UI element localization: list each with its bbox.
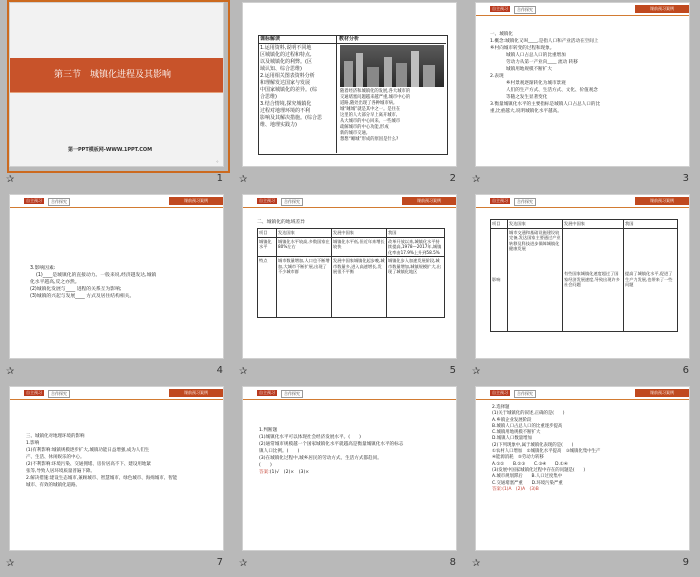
slide-canvas [242, 2, 457, 167]
slide-canvas [475, 386, 690, 551]
table-cell: 城镇化水平低,但近年来增长较快 [332, 237, 387, 257]
text-line: (2)下列现象中,属于城镇化表现的是( ) [492, 442, 574, 448]
text-line: 人们的生产方式、生活方式、文化、价值观念 [506, 88, 598, 93]
text-line: 3.衡量城镇化水平的主要指标是城镇人口占总人口的比 [490, 102, 601, 107]
text-line: (2)通常城市规模越一个国家城镇化水平就越高是衡量城镇化水平的标志 [259, 442, 404, 447]
table-cell: 城镇化水平 [258, 237, 277, 257]
header-rule [243, 399, 456, 400]
watermark-text: 第一PPT模板网-WWW.1PPT.COM [68, 147, 153, 153]
col2-text [340, 89, 410, 143]
header-rule [476, 207, 689, 208]
tab-cooperative: 合作探究 [281, 390, 303, 398]
text-line: 这里的人大部分早上离开城市, [340, 113, 398, 118]
text-line: 重,比重越大,说明城镇化水平越高。 [490, 109, 562, 114]
text-line: 镇人口比例。( ) [259, 449, 300, 454]
tab-self-study: 自主预习 [492, 6, 508, 11]
table-cell: 城镇化水平较高,多数国家在80%左右 [277, 237, 332, 257]
corner-mark: ✧ [215, 159, 219, 164]
slide-body [490, 31, 600, 115]
text-line: 过程对地理环境的不利 [260, 108, 311, 114]
text-line: 随着经济和城镇化的发展,各大城市的 [340, 89, 411, 94]
slide-body [259, 427, 403, 476]
slide-body [26, 433, 177, 489]
table-header-row [258, 229, 445, 238]
col1-header: 课标解读 [260, 36, 281, 42]
answer-label: 答案: [492, 486, 503, 492]
text-line: 1.概念:城镇化又叫____,是指人口和产业活动在空间上 [490, 39, 599, 44]
table-cell: 城市数量增加,人口也不断增加,大城市不断扩展,出现了不少城市群 [277, 257, 332, 318]
text-line: C.交通堵塞严重 D.环境污染严重 [492, 480, 563, 486]
slide-transition-icon[interactable]: ✰ [472, 174, 481, 185]
slide-number: 2 [449, 173, 456, 184]
tab-cooperative: 合作探究 [48, 198, 70, 206]
slide-title: 第三节 城镇化进程及其影响 [54, 70, 172, 80]
slide-canvas [9, 2, 224, 167]
text-line: 中国家城镇化的差异。(综 [260, 87, 317, 93]
text-line: 和理解发达国家与发展 [260, 80, 311, 86]
col2-header: 教材分析 [339, 36, 360, 42]
text-line: 劳动力从第一产业向____ 流动 转移 [506, 60, 578, 65]
text-line: 等随之发生显著变化 [506, 95, 548, 100]
text-line: C.城镇用地规模不断扩大 [492, 430, 541, 436]
text-line: (1)城镇化水平可以体现社会经济发展水平。( ) [259, 435, 361, 440]
slide-thumbnail-4[interactable] [0, 192, 233, 384]
slide-transition-icon[interactable]: ✰ [239, 366, 248, 377]
slide-number: 8 [449, 557, 456, 568]
slide-thumbnail-6[interactable] [466, 192, 699, 384]
text-line: 化水平越高,反之亦然。 [30, 280, 80, 285]
slide-thumbnail-3[interactable] [466, 0, 699, 192]
table-header-cell: 发展中国家 [563, 220, 624, 229]
table-header-row [491, 220, 678, 229]
tab-cooperative: 合作探究 [514, 198, 536, 206]
text-line: (1)____是城镇化的直接动力。一般来说,经济越发达,城镇 [36, 273, 157, 278]
table-header-cell: 我国 [387, 229, 445, 238]
text-line: D.城镇人口数量增加 [492, 436, 532, 442]
tab-cooperative: 合作探究 [281, 198, 303, 206]
text-line: 一、城镇化 [490, 32, 513, 37]
table-cell: 特点 [258, 257, 277, 318]
table-row [491, 228, 678, 331]
text-line: (1)有利影响:城镇规模逐步扩大,城镇功能日益增强,成为人们生 [26, 448, 150, 453]
title-underline [10, 92, 223, 93]
answer-text: (1)√ (2)× (3)× [269, 470, 310, 475]
slide-transition-icon[interactable]: ✰ [239, 174, 248, 185]
table-cell: 城市交通和基础设施建设较完备,发达国家主要通过产业转移及科技进步保障城镇化健康发展 [508, 228, 563, 331]
slide-canvas [475, 194, 690, 359]
col1-text [260, 45, 322, 129]
table-cell: 有些国家城镇化速度超过了国家经济发展速度,导致出现许多社会问题 [563, 228, 624, 331]
section-banner: 课前预习案例 [635, 197, 689, 205]
slide-canvas [242, 194, 457, 359]
table-row [258, 257, 445, 318]
answer-line [492, 487, 600, 493]
table-cell: 影响 [491, 228, 508, 331]
text-line: 乡村景观逐渐转化为城市景观 [506, 81, 566, 86]
text-line: 乡村向城市转变的过程和现象。 [490, 46, 555, 51]
slide-body [492, 405, 600, 493]
slide-number: 6 [682, 365, 689, 376]
slide-thumbnail-9[interactable] [466, 384, 699, 576]
text-line: (3)发展中国家城镇化过程中存在的问题是( ) [492, 467, 586, 473]
text-line: A.①② B.②③ C.③④ D.①④ [492, 461, 568, 467]
text-line: 2.选择题 [492, 405, 510, 410]
text-line: 交通堵塞问题越来越严重,城市中心的 [340, 95, 411, 100]
slide-body [30, 265, 157, 300]
text-line: ①农村人口增加 ②城镇化水平提高 ③城镇化集中生产 [492, 449, 601, 455]
slide-transition-icon[interactable]: ✰ [6, 366, 15, 377]
header-rule [10, 207, 223, 208]
tab-cooperative: 合作探究 [514, 390, 536, 398]
text-line: 域认知、综合思维) [260, 66, 302, 72]
text-line: 三、城镇化对地理环境的影响 [26, 434, 85, 439]
slide-canvas [475, 2, 690, 167]
text-line: 2.解决措施:建设生态城市,兼顾城市、智慧城市、绿色城市、海绵城市、智能 [26, 476, 178, 481]
slide-number: 7 [216, 557, 223, 568]
table-header-cell: 我国 [624, 220, 678, 229]
text-line: 影响及其解决措施。(综合思 [260, 115, 322, 121]
table-header-cell: 项目 [491, 220, 508, 229]
text-line: (3)在城镇化过程中,城乡居民的劳动方式、生活方式都趋同。 [259, 456, 382, 461]
slide-number: 5 [449, 365, 456, 376]
slide-canvas [9, 194, 224, 359]
section-heading: 二、城镇化的地域差异 [257, 220, 305, 225]
tab-self-study: 自主预习 [259, 390, 275, 395]
header-rule [476, 399, 689, 400]
tab-cooperative: 合作探究 [514, 6, 536, 14]
text-line: 新的城市交通。 [340, 131, 371, 136]
answer-line [259, 469, 403, 476]
text-line: 从大城市的中心回来。一些城市 [340, 119, 401, 124]
tab-cooperative: 合作探究 [48, 390, 70, 398]
slide-transition-icon[interactable]: ✰ [6, 558, 15, 569]
slide-thumbnail-7[interactable] [0, 384, 233, 576]
table-header-cell: 发达国家 [508, 220, 563, 229]
table-header-cell: 发展中国家 [332, 229, 387, 238]
header-rule [10, 399, 223, 400]
text-line: 1.影响 [26, 441, 40, 446]
section-banner: 课前预习案例 [169, 197, 223, 205]
text-line: 张等,导致人居环境质量普遍下降。 [26, 469, 95, 474]
section-banner: 课前预习案例 [169, 389, 223, 397]
slide-number: 1 [216, 173, 223, 184]
text-line: 维、地理实践力) [260, 122, 297, 128]
text-line: ④能源消耗 ⑤劳动力转移 [492, 455, 544, 461]
tab-self-study: 自主预习 [259, 198, 275, 203]
slide-thumbnail-8[interactable] [233, 384, 466, 576]
table-header-cell: 项目 [258, 229, 277, 238]
text-line: 产、生活、休闲娱乐的中心。 [26, 455, 85, 460]
answer-label: 答案: [259, 470, 270, 475]
slide-transition-icon[interactable]: ✰ [6, 174, 15, 185]
text-line: 城“睡城”就是其中之一。是住在 [340, 107, 401, 112]
text-line: (2)城镇化发展与____ 进程的关系互为影响; [30, 287, 122, 292]
header-rule [243, 207, 456, 208]
slide-thumbnail-5[interactable] [233, 192, 466, 384]
text-line: (1)关于城镇化的叙述,正确的是( ) [492, 411, 565, 417]
tab-self-study: 自主预习 [26, 198, 42, 203]
city-photo [340, 45, 444, 87]
table-cell: 改革开放以来,城镇化水平持续提高,1978—2017年,城镇化率由17.9%上升到58.5% [387, 237, 445, 257]
slide-thumbnail-1[interactable] [0, 0, 233, 192]
text-line: 2.运用相关图表资料分析 [260, 73, 315, 79]
text-line: A.城市规划滞后 B.人口过度集中 [492, 474, 563, 480]
text-line: 1.判断题 [259, 428, 278, 433]
slide-thumbnail-2[interactable] [233, 0, 466, 192]
header-rule [476, 15, 689, 16]
slide-number: 3 [682, 173, 689, 184]
text-line: 合思维) [260, 94, 277, 100]
text-line: 区城镇化的过程和特点, [260, 52, 312, 58]
comparison-table [490, 219, 678, 332]
text-line: 想想“睡城”形成的原因是什么? [340, 137, 399, 142]
table-cell: 城镇化步入加速发展阶段,城市数量增加,城镇规模扩大,出现了城镇化地区 [387, 257, 445, 318]
text-line: (2)不利影响:环境污染、交通拥堵、房价居高不下、建设用地紧 [26, 462, 151, 467]
tab-self-study: 自主预习 [492, 198, 508, 203]
header-divider [258, 43, 446, 44]
text-line: (3)城镇的兴起与发展____ 方式及居住结构相关。 [30, 294, 135, 299]
slide-number: 4 [216, 365, 223, 376]
table-header-cell: 发达国家 [277, 229, 332, 238]
column-divider [336, 35, 337, 153]
slide-transition-icon[interactable]: ✰ [472, 558, 481, 569]
section-banner: 课前预习案例 [635, 5, 689, 13]
text-line: B.城镇人口占总人口的比重逐步提高 [492, 423, 563, 429]
table-cell: 发展中国家城镇化起步晚,城市数量多,进入高速增长,发展很不平衡 [332, 257, 387, 318]
text-line: ( ) [259, 463, 272, 468]
table-cell: 提高了城镇化水平,促进了生产力发展,也带来了一些问题 [624, 228, 678, 331]
slide-transition-icon[interactable]: ✰ [239, 558, 248, 569]
slide-transition-icon[interactable]: ✰ [472, 366, 481, 377]
text-line: 以及城镇化的利弊。(区 [260, 59, 312, 65]
text-line: 3.影响因素: [30, 266, 56, 271]
section-banner: 课前预习案例 [402, 197, 456, 205]
text-line: 1.运用资料,说明不同地 [260, 45, 312, 51]
text-line: 疏解城市的中心功能,形成 [340, 125, 389, 130]
text-line: 3.结合情境,探究城镇化 [260, 101, 312, 107]
slide-canvas [242, 386, 457, 551]
slide-canvas [9, 386, 224, 551]
tab-self-study: 自主预习 [26, 390, 42, 395]
slide-number: 9 [682, 557, 689, 568]
text-line: A.乡镇企业发展阶段 [492, 417, 532, 423]
text-line: 城市、有效的城镇化道路。 [26, 483, 80, 488]
comparison-table [257, 228, 445, 318]
text-line: 城镇用地规模不断扩大 [506, 67, 552, 72]
text-line: 2.表现 [490, 74, 504, 79]
answer-text: (1)A (2)A (3)B [502, 486, 539, 492]
tab-self-study: 自主预习 [492, 390, 508, 395]
table-row [258, 237, 445, 257]
text-line: 道路,随处出现了各种城市病。 [340, 101, 398, 106]
text-line: 城镇人口占总人口的比重增加 [506, 53, 566, 58]
section-banner: 课前预习案例 [635, 389, 689, 397]
